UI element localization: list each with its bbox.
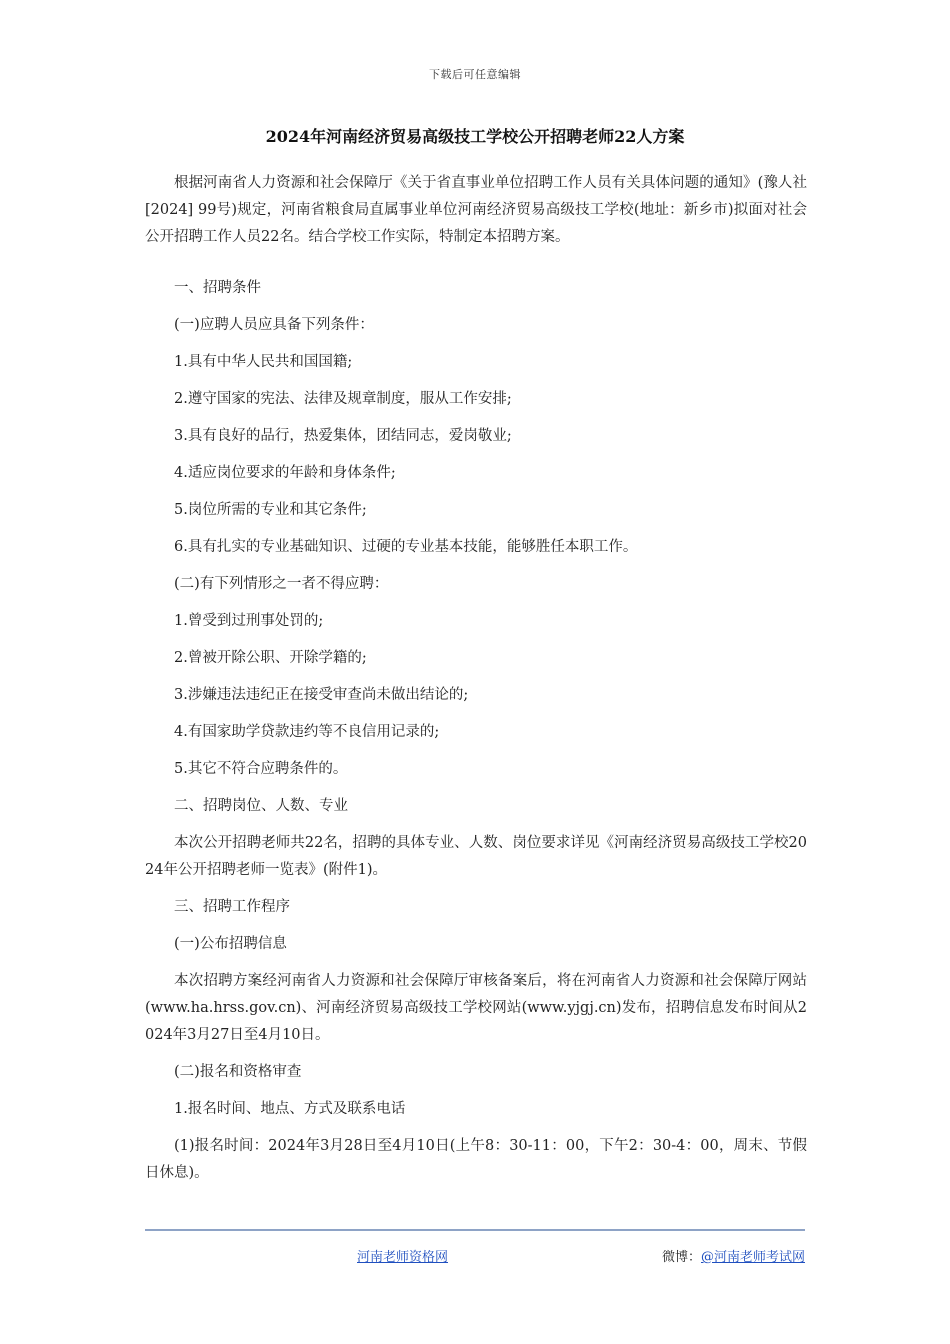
- list-item: 3.涉嫌违法违纪正在接受审查尚未做出结论的;: [174, 687, 469, 703]
- list-item: 5.其它不符合应聘条件的。: [174, 761, 348, 777]
- list-item: 6.具有扎实的专业基础知识、过硬的专业基本技能，能够胜任本职工作。: [174, 539, 638, 555]
- page-header-note: 下载后可任意编辑: [429, 68, 521, 81]
- weibo-label: 微博：: [661, 1250, 701, 1265]
- footer-site-link[interactable]: 河南老师资格网: [357, 1250, 449, 1265]
- footer-weibo: [662, 1246, 805, 1265]
- list-item: 3.具有良好的品行，热爱集体，团结同志，爱岗敬业;: [174, 428, 512, 444]
- body-paragraph: 本次公开招聘老师共22名，招聘的具体专业、人数、岗位要求详见《河南经济贸易高级技工学校2024年公开招聘老师一览表》(附件1)。: [145, 835, 807, 878]
- footer-divider: [145, 1229, 805, 1231]
- list-item: 4.有国家助学贷款违约等不良信用记录的;: [174, 724, 440, 740]
- list-item: 5.岗位所需的专业和其它条件;: [174, 502, 367, 518]
- subsection-heading: (一)应聘人员应具备下列条件：: [174, 317, 374, 333]
- section-heading-2: 二、招聘岗位、人数、专业: [174, 798, 348, 814]
- subsection-heading: (一)公布招聘信息: [174, 936, 287, 952]
- list-item: 2.曾被开除公职、开除学籍的;: [174, 650, 367, 666]
- list-item: 2.遵守国家的宪法、法律及规章制度，服从工作安排;: [174, 391, 512, 407]
- list-item: 1.报名时间、地点、方式及联系电话: [174, 1101, 406, 1117]
- list-item: 4.适应岗位要求的年龄和身体条件;: [174, 465, 396, 481]
- body-paragraph: 本次招聘方案经河南省人力资源和社会保障厅审核备案后，将在河南省人力资源和社会保障厅网站(www.ha.hrss.gov.cn)、河南经济贸易高级技工学校网站(www.yjgj.cn)发布，招聘信息发布时间从2024年3月27日至4月10日。: [145, 973, 807, 1043]
- list-item: 1.具有中华人民共和国国籍;: [174, 354, 353, 370]
- subsection-heading: (二)有下列情形之一者不得应聘：: [174, 576, 389, 592]
- intro-paragraph: 根据河南省人力资源和社会保障厅《关于省直事业单位招聘工作人员有关具体问题的通知》(豫人社[2024] 99号)规定，河南省粮食局直属事业单位河南经济贸易高级技工学校(地址：新乡市)拟面对社会公开招聘工作人员22名。结合学校工作实际，特制定本招聘方案。: [145, 175, 807, 245]
- section-heading-3: 三、招聘工作程序: [174, 899, 290, 915]
- section-heading-1: 一、招聘条件: [174, 280, 261, 296]
- weibo-link[interactable]: @河南老师考试网: [700, 1250, 805, 1265]
- document-title: 2024年河南经济贸易高级技工学校公开招聘老师22人方案: [265, 127, 685, 146]
- subsection-heading: (二)报名和资格审查: [174, 1064, 302, 1080]
- document-body: [145, 170, 807, 1197]
- list-item: (1)报名时间：2024年3月28日至4月10日(上午8：30-11：00，下午2：30-4：00，周末、节假日休息)。: [145, 1138, 807, 1181]
- list-item: 1.曾受到过刑事处罚的;: [174, 613, 324, 629]
